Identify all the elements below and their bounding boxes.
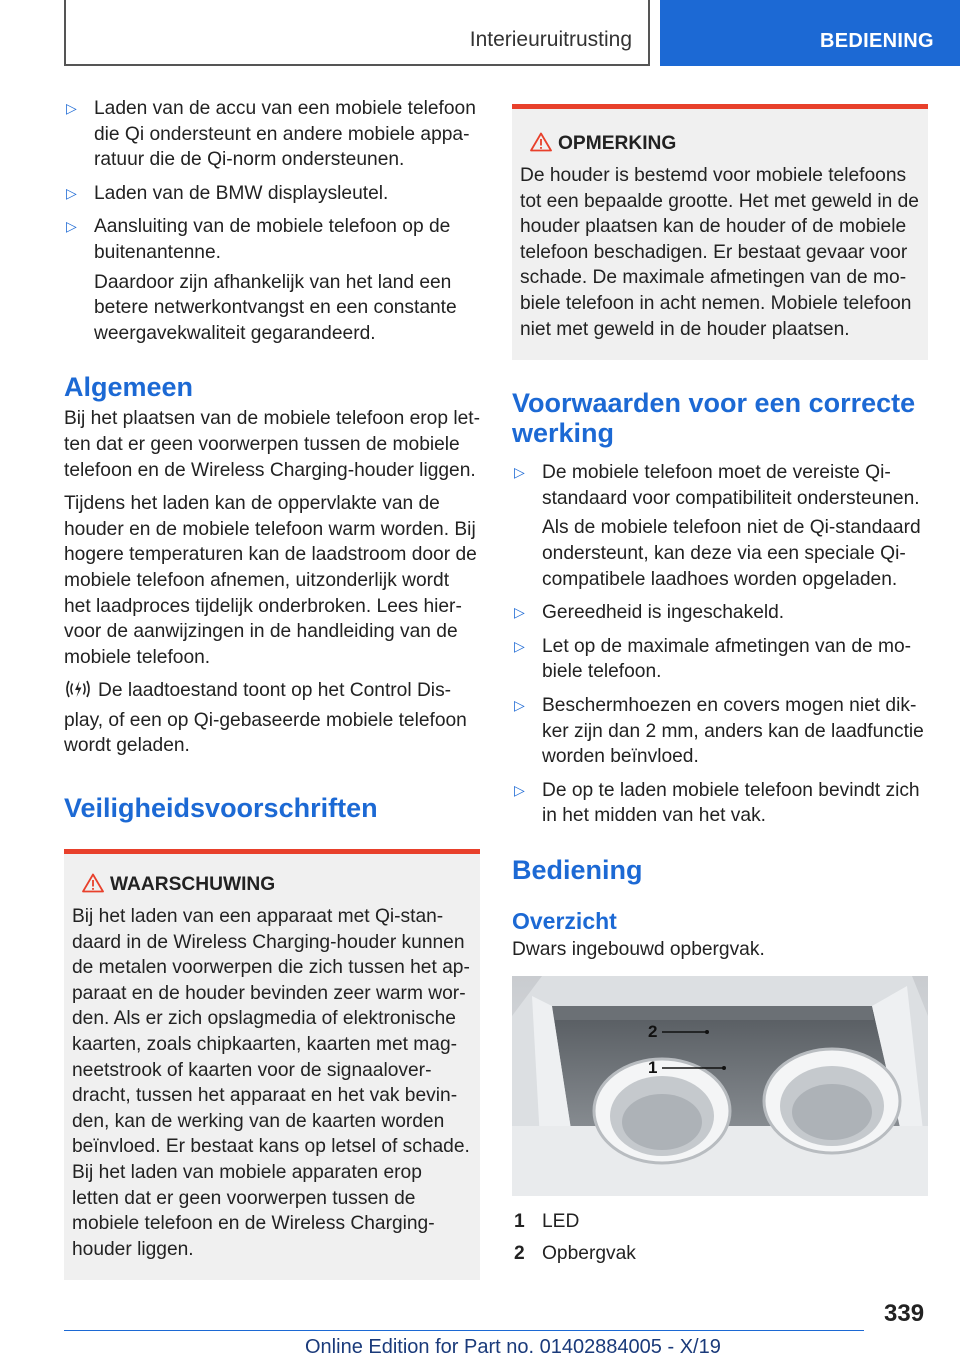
triangle-bullet-icon: ▷ <box>514 637 525 654</box>
page-number: 339 <box>884 1300 925 1327</box>
warning-box <box>64 849 480 1280</box>
list-item: ▷ Laden van de BMW displaysleutel. <box>64 181 480 207</box>
list-item: ▷ De mobiele telefoon moet de vereiste Qi-standaard voor compatibiliteit ondersteunen. <box>514 462 920 509</box>
legend-item: 2 Opbergvak <box>514 1243 636 1265</box>
bullet-note: Daardoor zijn afhankelijk van het land een betere netwerkontvangst en een constante weergavekwaliteit gegarandeerd. <box>94 271 457 344</box>
warning-triangle-icon <box>530 132 552 152</box>
list-item: ▷ De op te laden mobiele telefoon bevindt zich in het midden van het vak. <box>514 779 920 827</box>
heading-requirements: Voorwaarden voor een correcte werking <box>512 388 916 449</box>
warning-triangle-icon <box>82 873 104 893</box>
paragraph: Bij het plaatsen van de mobiele telefoon erop letten dat er geen voorwerpen tussen de mobiele telefoon en de Wireless Charging-houder liggen. <box>64 408 480 481</box>
section-title: Interieuruitrusting <box>469 28 632 51</box>
heading-operation: Bediening <box>512 854 643 885</box>
header-section-title <box>64 0 650 66</box>
list-item: ▷ Beschermhoezen en covers mogen niet dikker zijn dan 2 mm, anders kan de laadfunctie worden beïnvloed. <box>514 694 924 768</box>
list-item: ▷ Let op de maximale afmetingen van de mobiele telefoon. <box>514 635 912 683</box>
legend <box>512 1206 928 1270</box>
paragraph: Tijdens het laden kan de oppervlakte van de houder en de mobiele telefoon warm worden. Bij hogere temperaturen kan de laadstroom door de mobiele telefoon afnemen, uitzonderlijk wordt het laadproces tijdelijk onderbroken. Lees hiervoor de aanwijzingen in de handleiding van de mobiele telefoon. <box>64 493 477 668</box>
list-item: ▷ Laden van de accu van een mobiele telefoon die Qi ondersteunt en andere mobiele apparatuur die de Qi-norm ondersteunen. <box>66 98 476 171</box>
list-item: ▷ Aansluiting van de mobiele telefoon op de buitenantenne. <box>66 216 451 263</box>
footer-divider <box>64 1330 864 1331</box>
chapter-title: BEDIENING <box>820 30 934 52</box>
paragraph: Dwars ingebouwd opbergvak. <box>512 938 765 960</box>
subheading-overview: Overzicht <box>512 907 617 934</box>
bullet-note: Als de mobiele telefoon niet de Qi-standaard ondersteunt, kan deze via een speciale Qi-compatibele laadhoes worden opgeladen. <box>542 517 921 590</box>
warning-text: Bij het laden van een apparaat met Qi-standaard in de Wireless Charging-houder kunnen de metalen voorwerpen die zich tussen het apparaat en de houder bevinden zeer warm worden. Als er zich opslagmedia of elektronische kaarten, zoals chipkaarten, kaarten met magneetstrook of kaarten voor de signaaloverdracht, tussen het apparaat en het vak bevinden, kan de werking van de kaarten worden beïnvloed. Er bestaat kans op letsel of schade. Bij het laden van mobiele apparaten erop letten dat er geen voorwerpen tussen de mobiele telefoon en de Wireless Charging-houder liggen. <box>72 906 470 1260</box>
right-column <box>512 104 928 1270</box>
heading-safety: Veiligheidsvoorschriften <box>64 793 378 824</box>
callout-label: 2 <box>648 1022 658 1042</box>
note-text: De houder is bestemd voor mobiele telefoons tot een bepaalde grootte. Het met geweld in de houder plaatsen kan de houder of de mobiele telefoon beschadigen. Er bestaat gevaar voor schade. De maximale afmetingen van de mobiele telefoon in acht nemen. Mobiele telefoon niet met geweld in de houder plaatsen. <box>520 165 919 340</box>
storage-compartment-photo <box>512 976 928 1196</box>
triangle-bullet-icon: ▷ <box>66 218 77 235</box>
note-title: OPMERKING <box>520 131 920 157</box>
footer-edition: Online Edition for Part no. 01402884005 - X/19 <box>305 1336 721 1358</box>
legend-item: 1 LED <box>514 1211 580 1233</box>
triangle-bullet-icon: ▷ <box>66 100 77 116</box>
callout-label: 1 <box>648 1058 658 1078</box>
header-chapter-tab[interactable] <box>660 0 960 66</box>
warning-title: WAARSCHUWING <box>72 872 472 898</box>
triangle-bullet-icon: ▷ <box>514 781 525 798</box>
left-column <box>64 96 480 1280</box>
wireless-charging-icon <box>64 678 98 708</box>
heading-general: Algemeen <box>64 372 194 403</box>
triangle-bullet-icon: ▷ <box>514 464 525 481</box>
triangle-bullet-icon: ▷ <box>514 696 525 713</box>
list-item: ▷ Gereedheid is ingeschakeld. <box>512 600 928 626</box>
paragraph-charging-status: De laadtoestand toont op het Control Display, of een op Qi-gebaseerde mobiele telefoon wordt geladen. <box>64 680 467 757</box>
triangle-bullet-icon: ▷ <box>514 604 525 621</box>
triangle-bullet-icon: ▷ <box>66 184 77 201</box>
note-box <box>512 104 928 360</box>
